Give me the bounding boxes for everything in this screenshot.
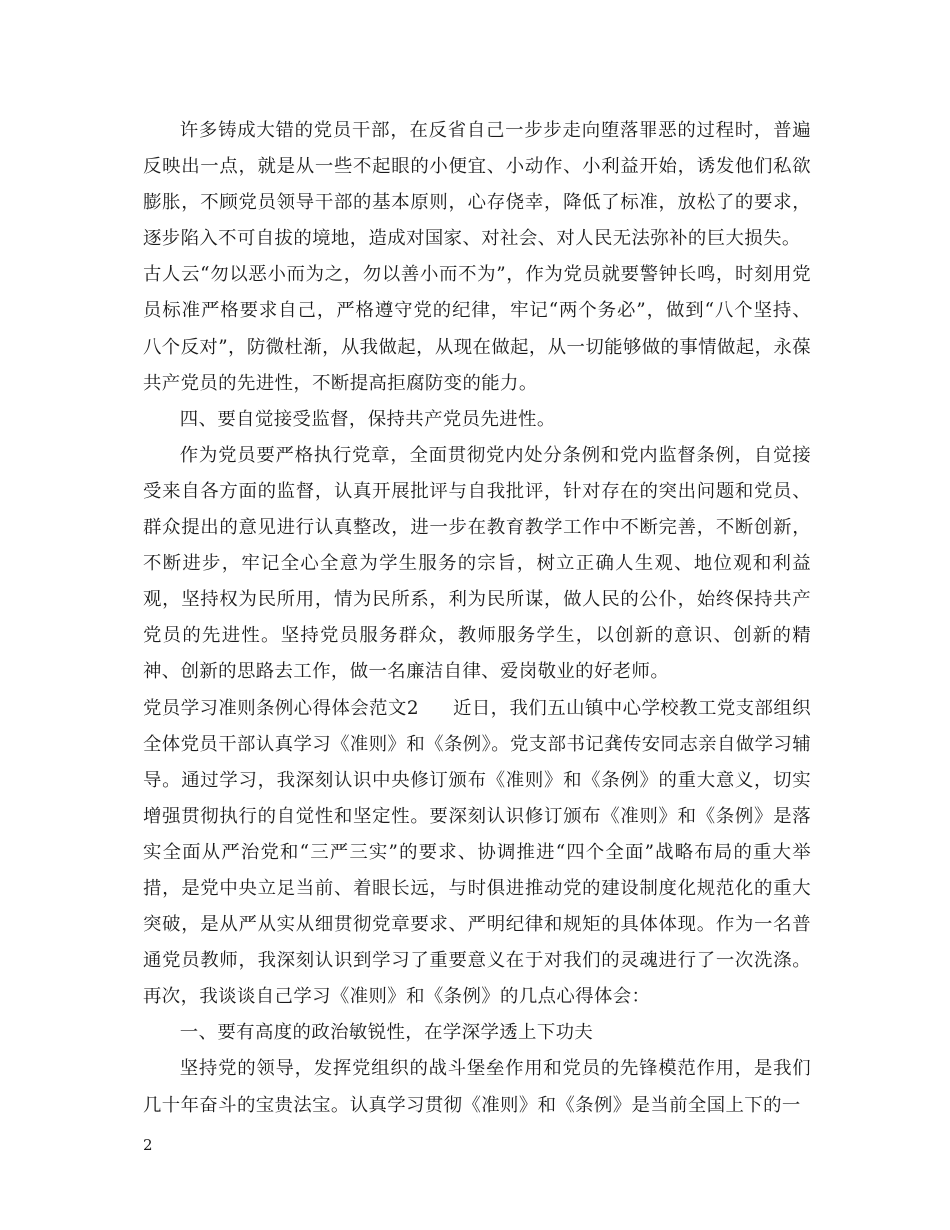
paragraph-5 — [143, 691, 811, 1016]
page-number: 2 — [143, 1136, 153, 1154]
paragraph-4: 作为党员要严格执行党章，全面贯彻党内处分条例和党内监督条例，自觉接受来自各方面的监督，认真开展批评与自我批评，针对存在的突出问题和党员、群众提出的意见进行认真整改，进一步在教育教学工作中不断完善，不断创新，不断进步，牢记全心全意为学生服务的宗旨，树立正确人生观、地位观和利益观，坚持权为民所用，情为民所系，利为民所谋，做人民的公仆，始终保持共产党员的先进性。坚持党员服务群众，教师服务学生，以创新的意识、创新的精神、创新的思路去工作，做一名廉洁自律、爱岗敬业的好老师。 — [143, 444, 811, 683]
article-title: 党员学习准则条例心得体会范文2 — [143, 697, 419, 719]
paragraph-7: 坚持党的领导，发挥党组织的战斗堡垒作用和党员的先锋模范作用，是我们几十年奋斗的宝贵法宝。认真学习贯彻《准则》和《条例》是当前全国上下的一 — [143, 1058, 811, 1116]
article-intro: 近日，我们五山镇中心学校教工党支部组织全体党员干部认真学习《准则》和《条例》。党支部书记龚传安同志亲自做学习辅导。通过学习，我深刻认识中央修订颁布《准则》和《条例》的重大意义，切实增强贯彻执行的自觉性和坚定性。要深刻认识修订颁布《准则》和《条例》是落实全面从严治党和“三严三实”的要求、协调推进“四个全面”战略布局的重大举措，是党中央立足当前、着眼长远，与时俱进推动党的建设制度化规范化的重大突破，是从严从实从细贯彻党章要求、严明纪律和规矩的具体体现。作为一名普通党员教师，我深刻认识到学习了重要意义在于对我们的灵魂进行了一次洗涤。再次，我谈谈自己学习《准则》和《条例》的几点心得体会： — [143, 697, 811, 1008]
paragraph-2: 古人云“勿以恶小而为之，勿以善小而不为”，作为党员就要警钟长鸣，时刻用党员标准严格要求自己，严格遵守党的纪律，牢记“两个务必”，做到“八个坚持、八个反对”，防微杜渐，从我做起，从现在做起，从一切能够做的事情做起，永葆共产党员的先进性，不断提高拒腐防变的能力。 — [143, 264, 811, 394]
document-body — [143, 113, 811, 1124]
section-heading-4: 四、要自觉接受监督，保持共产党员先进性。 — [179, 408, 556, 430]
section-heading-1: 一、要有高度的政治敏锐性，在学深学透上下功夫 — [179, 1022, 594, 1044]
paragraph-1: 许多铸成大错的党员干部，在反省自己一步步走向堕落罪恶的过程时，普遍反映出一点，就是从一些不起眼的小便宜、小动作、小利益开始，诱发他们私欲膨胀，不顾党员领导干部的基本原则，心存侥幸，降低了标准，放松了的要求，逐步陷入不可自拔的境地，造成对国家、对社会、对人民无法弥补的巨大损失。 — [143, 120, 811, 250]
